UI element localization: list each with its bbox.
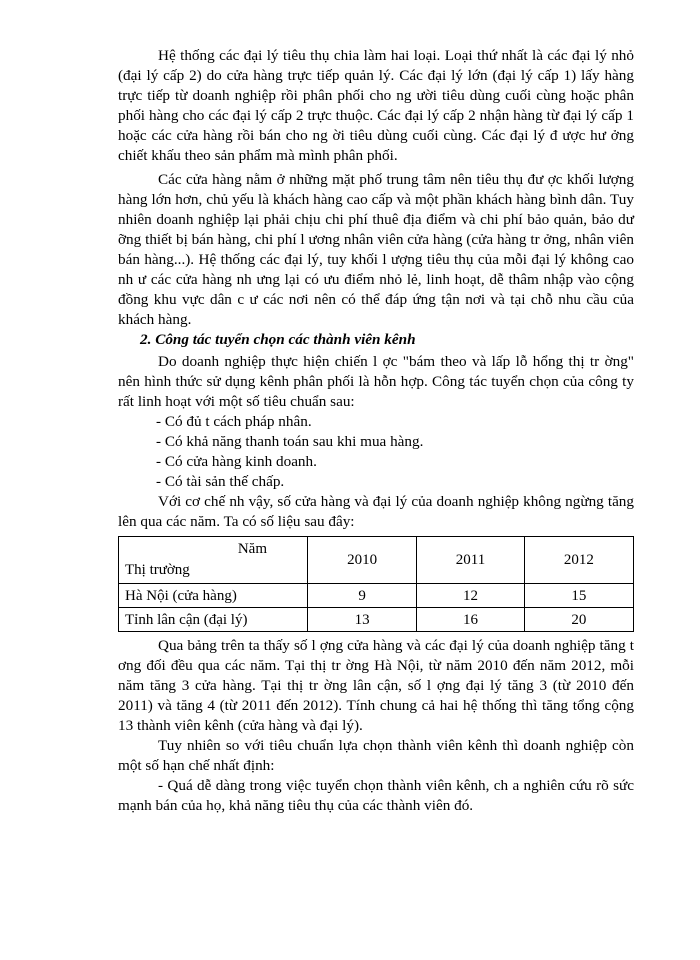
table-row	[119, 584, 634, 608]
table-corner-cell	[119, 537, 308, 584]
paragraph-limitation-item: - Quá dễ dàng trong việc tuyển chọn thành viên kênh, ch a nghiên cứu rõ sức mạnh bán của họ, khả năng tiêu thụ của các thành viên đó.	[118, 777, 634, 814]
table-cell: 13	[308, 608, 417, 632]
document-body	[118, 46, 634, 816]
table-cell: 9	[308, 584, 417, 608]
year-header: 2010	[308, 537, 417, 584]
year-header: 2011	[417, 537, 525, 584]
criteria-item: - Có tài sản thế chấp.	[156, 473, 285, 490]
paragraph-stores: Các cửa hàng nằm ở những mặt phố trung tâm nên tiêu thụ đư ợc khối lượng hàng lớn hơn, chủ yếu là khách hàng cao cấp và một phần khách hàng bình dân. Tuy nhiên doanh nghiệp lại phải chịu chi phí thuê địa điểm và chi phí bảo quản, bảo dư ỡng thiết bị bán hàng, chi phí l ương nhân viên cửa hàng (cửa hàng tr ởng, nhân viên bán hàng...). Hệ thống các đại lý, tuy khối l ượng tiêu thụ của mỗi đại lý không cao nh ư các cửa hàng nh ưng lại có ưu điểm nhỏ lẻ, linh hoạt, dễ thâm nhập vào cộng đồng khu vực dân c ư các nơi nên có thể đáp ứng tận nơi và tại chỗ nhu cầu của khách hàng.	[118, 171, 634, 328]
table-cell: 15	[524, 584, 633, 608]
table-row	[119, 608, 634, 632]
header-market-label: Thị trường	[125, 562, 190, 578]
header-year-label: Năm	[237, 541, 267, 557]
table-cell: 16	[417, 608, 525, 632]
criteria-item: - Có khả năng thanh toán sau khi mua hàng.	[156, 433, 424, 450]
table-cell: 20	[524, 608, 633, 632]
paragraph-table-analysis: Qua bảng trên ta thấy số l ợng cửa hàng và các đại lý của doanh nghiệp tăng t ơng đối đều qua các năm. Tại thị tr ờng Hà Nội, từ năm 2010 đến năm 2012, mỗi năm tăng 3 cửa hàng. Tại thị tr ờng lân cận, số l ợng đại lý tăng 3 (từ 2010 đến 2011) và tăng 4 (từ 2011 đến 2012). Tính chung cả hai hệ thống thì tăng tổng cộng 13 thành viên kênh (cửa hàng và đại lý).	[118, 637, 634, 734]
row-label: Tỉnh lân cận (đại lý)	[119, 608, 308, 632]
section-heading: 2. Công tác tuyển chọn các thành viên kênh	[140, 331, 416, 348]
paragraph-agent-system: Hệ thống các đại lý tiêu thụ chia làm hai loại. Loại thứ nhất là các đại lý nhỏ (đại lý cấp 2) do cửa hàng trực tiếp quản lý. Các đại lý lớn (đại lý cấp 1) lấy hàng trực tiếp từ doanh nghiệp rồi phân phối cho ng ười tiêu dùng cuối cùng hoặc phân phối hàng cho các đại lý cấp 2 trực thuộc. Các đại lý cấp 2 nhận hàng từ đại lý cấp 1 hoặc các cửa hàng rồi bán cho ng ời tiêu dùng cuối cùng. Các đại lý đ ược hư ởng chiết khấu theo sản phẩm mà mình phân phối.	[118, 47, 634, 164]
paragraph-limitations: Tuy nhiên so với tiêu chuẩn lựa chọn thành viên kênh thì doanh nghiệp còn một số hạn chế nhất định:	[118, 737, 634, 774]
criteria-item: - Có cửa hàng kinh doanh.	[156, 453, 317, 470]
criteria-item: - Có đủ t cách pháp nhân.	[156, 413, 312, 430]
table-cell: 12	[417, 584, 525, 608]
year-header: 2012	[524, 537, 633, 584]
row-label: Hà Nội (cửa hàng)	[119, 584, 308, 608]
table-header-row	[119, 537, 634, 584]
stores-agents-table	[118, 536, 634, 632]
paragraph-table-intro: Với cơ chế nh vậy, số cửa hàng và đại lý của doanh nghiệp không ngừng tăng lên qua các năm. Ta có số liệu sau đây:	[118, 493, 634, 530]
criteria-list	[156, 412, 634, 492]
paragraph-selection: Do doanh nghiệp thực hiện chiến l ợc "bám theo và lấp lỗ hổng thị tr ờng" nên hình thức sử dụng kênh phân phối là hỗn hợp. Công tác tuyển chọn của công ty rất linh hoạt với một số tiêu chuẩn sau:	[118, 353, 634, 410]
